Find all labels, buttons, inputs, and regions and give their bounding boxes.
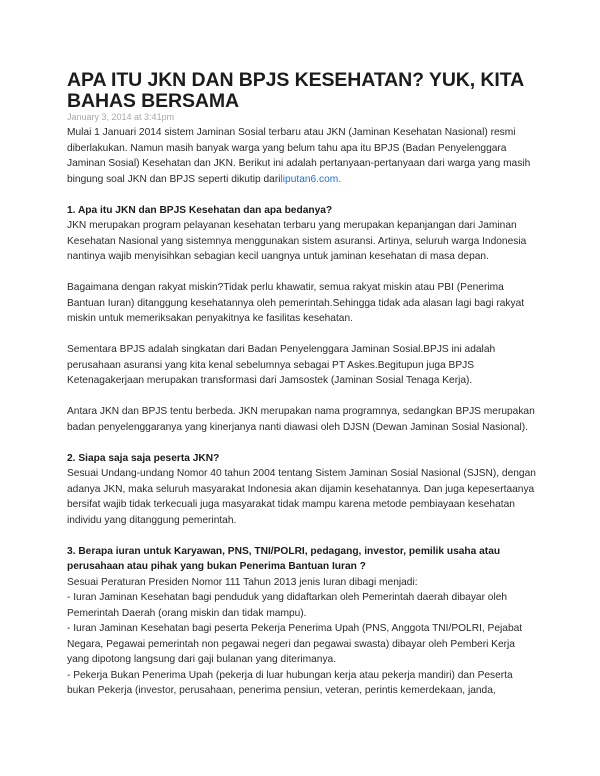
answer-1-paragraph-4: Antara JKN dan BPJS tentu berbeda. JKN merupakan nama programnya, sedangkan BPJS merupakan badan penyelenggaranya yang kinerjanya nanti diawasi oleh DJSN (Dewan Jaminan Sosial Nasional). bbox=[67, 406, 535, 433]
answer-3-bullet-2: - Iuran Jaminan Kesehatan bagi peserta Pekerja Penerima Upah (PNS, Anggota TNI/POLRI, Pejabat Negara, Pegawai pemerintah non pegawai negeri dan pegawai swasta) dibayar oleh Pemberi Kerja yang dipotong langsung dari gaji bulanan yang diterimanya. bbox=[67, 623, 523, 665]
answer-1-paragraph-3: Sementara BPJS adalah singkatan dari Badan Penyelenggara Jaminan Sosial.BPJS ini adalah perusahaan asuransi yang kita kenal sebelumnya sebagai PT Askes.Begitupun juga BPJS Ketenagakerjaan merupakan transformasi dari Jamsostek (Jaminan Sosial Tenaga Kerja). bbox=[67, 344, 496, 386]
source-link[interactable]: liputan6.com. bbox=[280, 173, 342, 185]
question-3-heading: 3. Berapa iuran untuk Karyawan, PNS, TNI/POLRI, pedagang, investor, pemilik usaha atau perusahaan atau pihak yang bukan Penerima Bantuan Iuran ? bbox=[67, 545, 501, 572]
intro-text: Mulai 1 Januari 2014 sistem Jaminan Sosial terbaru atau JKN (Jaminan Kesehatan Nasional) resmi diberlakukan. Namun masih banyak warga yang belum tahu apa itu BPJS (Badan Penyelenggara Jaminan Sosial) Kesehatan dan JKN. Berikut ini adalah pertanyaan-pertanyaan dari warga yang masih bingung soal JKN dan BPJS seperti dikutip dari bbox=[67, 127, 531, 185]
question-2-heading: 2. Siapa saja saja peserta JKN? bbox=[67, 452, 220, 464]
answer-1-paragraph-2: Bagaimana dengan rakyat miskin?Tidak perlu khawatir, semua rakyat miskin atau PBI (Penerima Bantuan Iuran) ditanggung kesehatannya oleh pemerintah.Sehingga tidak ada alasan lagi bagi rakyat miskin untuk memeriksakan penyakitnya ke fasilitas kesehatan. bbox=[67, 282, 525, 324]
title-line-2: BAHAS BERSAMA bbox=[67, 90, 240, 112]
intro-paragraph bbox=[67, 125, 537, 187]
title-line-1: APA ITU JKN DAN BPJS KESEHATAN? YUK, KITA bbox=[67, 69, 525, 91]
answer-3-bullet-3: - Pekerja Bukan Penerima Upah (pekerja di luar hubungan kerja atau pekerja mandiri) dan Peserta bukan Pekerja (investor, perusahaan, penerima pensiun, veteran, perintis kemerdekaan, janda, bbox=[67, 669, 513, 696]
article-date: January 3, 2014 at 3:41pm bbox=[67, 112, 175, 122]
answer-3-paragraph-1: Sesuai Peraturan Presiden Nomor 111 Tahun 2013 jenis Iuran dibagi menjadi: bbox=[67, 576, 418, 588]
answer-2-paragraph-1: Sesuai Undang-undang Nomor 40 tahun 2004 tentang Sistem Jaminan Sosial Nasional (SJSN), dengan adanya JKN, maka seluruh masyarakat Indonesia akan dijamin kesehatannya. Dan juga kepesertaanya bersifat wajib tidak terkecuali juga masyarakat tidak mampu karena metode pembiayaan kesehatan individu yang ditanggung pemerintah. bbox=[67, 468, 536, 526]
article-title bbox=[67, 70, 537, 112]
question-1-heading: 1. Apa itu JKN dan BPJS Kesehatan dan apa bedanya? bbox=[67, 204, 333, 216]
answer-1-paragraph-1: JKN merupakan program pelayanan kesehatan terbaru yang merupakan kepanjangan dari Jaminan Kesehatan Nasional yang sistemnya menggunakan sistem asuransi. Artinya, seluruh warga Indonesia nantinya wajib menyisihkan sebagian kecil uangnya untuk jaminan kesehatan di masa depan. bbox=[67, 220, 527, 262]
document-page bbox=[67, 70, 537, 699]
answer-3-bullet-1: - Iuran Jaminan Kesehatan bagi penduduk yang didaftarkan oleh Pemerintah daerah dibayar oleh Pemerintah Daerah (orang miskin dan tidak mampu). bbox=[67, 592, 508, 619]
